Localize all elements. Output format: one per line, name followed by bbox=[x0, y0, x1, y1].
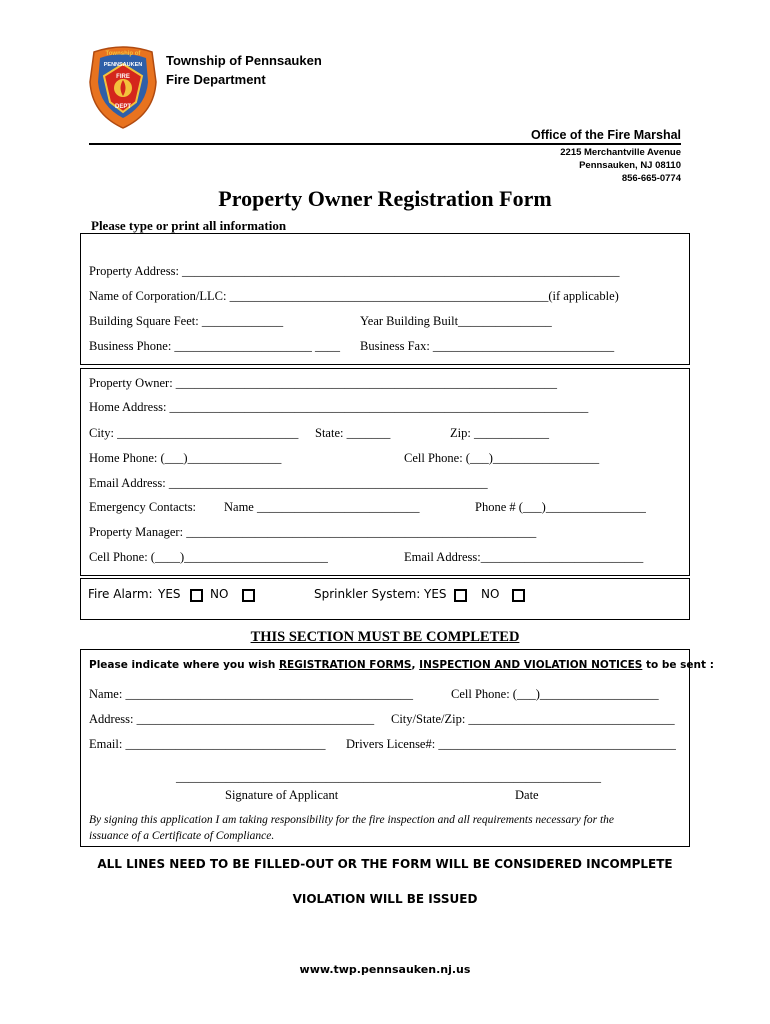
email-address-field[interactable]: Email Address: ___________________________________________________ bbox=[89, 476, 488, 490]
emergency-name-field[interactable]: Name __________________________ bbox=[224, 500, 420, 514]
square-feet-field[interactable]: Building Square Feet: _____________ bbox=[89, 314, 284, 328]
form-title: Property Owner Registration Form bbox=[218, 186, 552, 211]
cell-phone-field[interactable]: Cell Phone: (___)_________________ bbox=[404, 451, 600, 465]
violation-warning: VIOLATION WILL BE ISSUED bbox=[292, 892, 478, 906]
fire-department-logo bbox=[88, 42, 158, 130]
year-built-field[interactable]: Year Building Built_______________ bbox=[360, 314, 552, 328]
sprinkler-yes-label: YES bbox=[424, 587, 447, 601]
signature-line[interactable]: ____________________________________________________________________ bbox=[176, 770, 601, 784]
emergency-phone-field[interactable]: Phone # (___)________________ bbox=[475, 500, 646, 514]
sprinkler-label: Sprinkler System: bbox=[314, 587, 421, 601]
office-name: Office of the Fire Marshal bbox=[530, 128, 681, 142]
date-label: Date bbox=[515, 788, 539, 802]
notice-name-field[interactable]: Name: ______________________________________________ bbox=[89, 687, 413, 701]
logo-middle-text: PENNSAUKEN bbox=[103, 62, 143, 68]
drivers-license-field[interactable]: Drivers License#: ______________________________________ bbox=[346, 737, 676, 751]
notice-cell-field[interactable]: Cell Phone: (___)___________________ bbox=[451, 687, 659, 701]
fire-alarm-yes-label: YES bbox=[158, 587, 181, 601]
home-phone-field[interactable]: Home Phone: (___)_______________ bbox=[89, 451, 282, 465]
fire-alarm-label: Fire Alarm: bbox=[88, 587, 153, 601]
notice-email-field[interactable]: Email: ________________________________ bbox=[89, 737, 326, 751]
instruction-text: Please type or print all information bbox=[91, 218, 287, 233]
office-phone: 856-665-0774 bbox=[621, 173, 681, 184]
property-manager-field[interactable]: Property Manager: ________________________________________________________ bbox=[89, 525, 537, 539]
fire-alarm-no-checkbox[interactable] bbox=[242, 589, 255, 602]
logo-top-text: Township of bbox=[105, 51, 141, 57]
manager-cell-field[interactable]: Cell Phone: (____)_______________________ bbox=[89, 550, 328, 564]
fire-alarm-no-label: NO bbox=[210, 587, 229, 601]
sprinkler-yes-checkbox[interactable] bbox=[454, 589, 467, 602]
business-fax-field[interactable]: Business Fax: _____________________________ bbox=[360, 339, 615, 353]
sprinkler-no-checkbox[interactable] bbox=[512, 589, 525, 602]
inspection-notices-text: INSPECTION AND VIOLATION NOTICES bbox=[419, 659, 643, 671]
home-address-field[interactable]: Home Address: ___________________________________________________________________ bbox=[89, 400, 589, 414]
property-address-field[interactable]: Property Address: ______________________________________________________________________ bbox=[89, 264, 620, 278]
fire-alarm-yes-checkbox[interactable] bbox=[190, 589, 203, 602]
notice-address-field[interactable]: Address: ______________________________________ bbox=[89, 712, 375, 726]
office-city: Pennsauken, NJ 08110 bbox=[579, 160, 681, 171]
website-link[interactable]: www.twp.pennsauken.nj.us bbox=[299, 963, 471, 976]
business-phone-field[interactable]: Business Phone: ______________________ ____ bbox=[89, 339, 341, 353]
manager-email-field[interactable]: Email Address:__________________________ bbox=[404, 550, 644, 564]
notice-separator: , bbox=[411, 659, 420, 671]
incomplete-warning: ALL LINES NEED TO BE FILLED-OUT OR THE FORM WILL BE CONSIDERED INCOMPLETE bbox=[97, 857, 673, 871]
signing-statement-line-1: By signing this application I am taking responsibility for the fire inspection and all requirements necessary for the bbox=[89, 814, 614, 826]
state-field[interactable]: State: _______ bbox=[315, 426, 391, 440]
signing-statement-line-2: issuance of a Certificate of Compliance. bbox=[89, 830, 275, 842]
city-field[interactable]: City: _____________________________ bbox=[89, 426, 299, 440]
corporation-field[interactable]: Name of Corporation/LLC: ___________________________________________________(if applicable) bbox=[89, 289, 619, 303]
notice-city-state-zip-field[interactable]: City/State/Zip: _________________________________ bbox=[391, 712, 675, 726]
notice-instruction bbox=[89, 659, 714, 671]
logo-dept-text: DEPT bbox=[114, 104, 132, 110]
logo-fire-text: FIRE bbox=[116, 74, 130, 80]
township-name: Township of Pennsauken bbox=[166, 53, 322, 68]
department-name: Fire Department bbox=[166, 72, 266, 87]
signature-label: Signature of Applicant bbox=[225, 788, 339, 802]
sprinkler-no-label: NO bbox=[481, 587, 500, 601]
header-divider bbox=[89, 143, 681, 145]
must-complete-heading: THIS SECTION MUST BE COMPLETED bbox=[250, 629, 520, 645]
notice-intro-text: Please indicate where you wish bbox=[89, 659, 279, 671]
zip-field[interactable]: Zip: ____________ bbox=[450, 426, 549, 440]
notice-intro-end: to be sent : bbox=[642, 659, 714, 671]
office-street: 2215 Merchantville Avenue bbox=[560, 147, 681, 158]
emergency-contacts-label: Emergency Contacts: bbox=[89, 500, 197, 514]
property-owner-field[interactable]: Property Owner: _____________________________________________________________ bbox=[89, 376, 558, 390]
registration-forms-text: REGISTRATION FORMS bbox=[278, 659, 412, 671]
